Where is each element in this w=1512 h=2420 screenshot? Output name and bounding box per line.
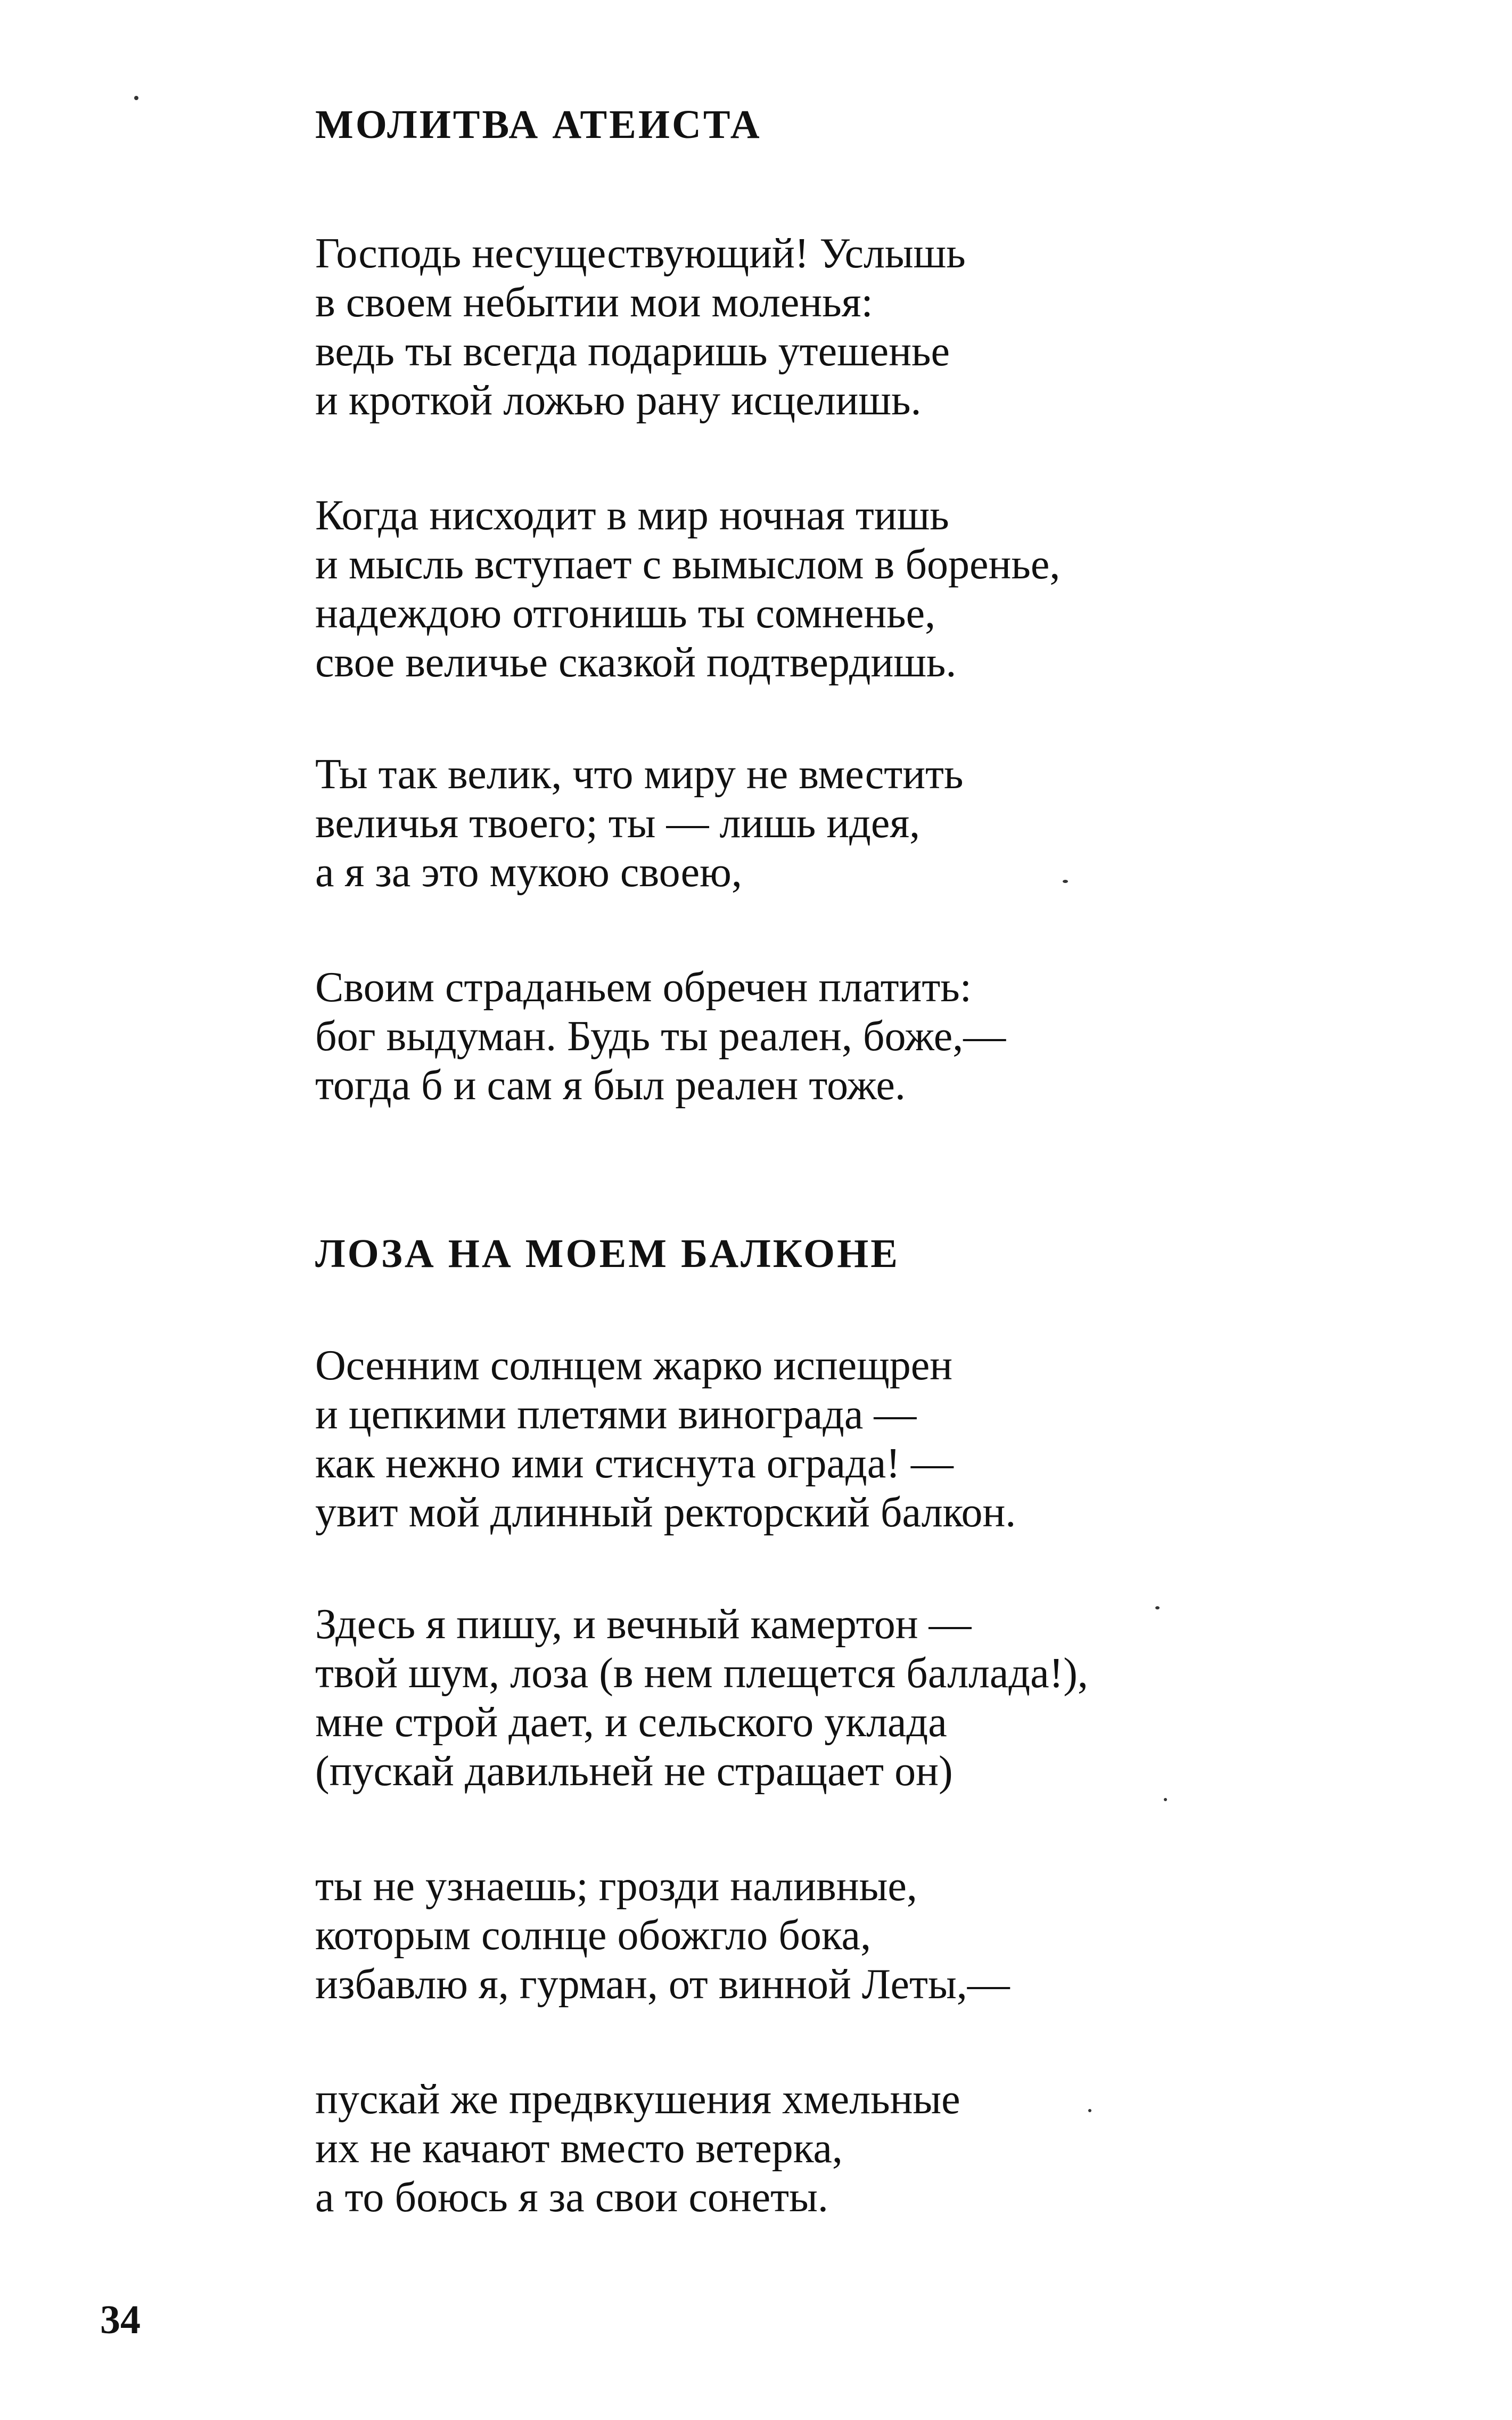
verse-line: бог выдуман. Будь ты реален, боже,— — [315, 1013, 1006, 1060]
verse-line: а то боюсь я за свои сонеты. — [315, 2174, 828, 2221]
scan-speck — [1164, 1798, 1167, 1801]
verse-line: как нежно ими стиснута ограда! — — [315, 1440, 954, 1487]
verse-line: и кроткой ложью рану исцелишь. — [315, 377, 922, 424]
verse-line: и мысль вступает с вымыслом в боренье, — [315, 541, 1061, 588]
verse-line: мне строй дает, и сельского уклада — [315, 1699, 947, 1746]
verse-line: Ты так велик, что миру не вместить — [315, 751, 964, 798]
verse-line: их не качают вместо ветерка, — [315, 2125, 843, 2172]
stanza — [315, 229, 966, 425]
verse-line: Когда нисходит в мир ночная тишь — [315, 492, 949, 539]
poem-title: ЛОЗА НА МОЕМ БАЛКОНЕ — [315, 1231, 900, 1276]
stanza — [315, 491, 1060, 687]
scan-speck — [1088, 2109, 1091, 2112]
verse-line: Осенним солнцем жарко испещрен — [315, 1342, 953, 1389]
verse-line: твой шум, лоза (в нем плещется баллада!), — [315, 1650, 1088, 1697]
verse-line: величья твоего; ты — лишь идея, — [315, 800, 921, 847]
verse-line: которым солнце обожгло бока, — [315, 1912, 872, 1959]
stanza — [315, 750, 963, 897]
stanza — [315, 1341, 1016, 1537]
stanza — [315, 1862, 1010, 2009]
verse-line: пускай же предвкушения хмельные — [315, 2076, 960, 2123]
stanza — [315, 963, 1006, 1110]
verse-line: тогда б и сам я был реален тоже. — [315, 1062, 906, 1109]
verse-line: надеждою отгонишь ты сомненье, — [315, 590, 936, 637]
page-number: 34 — [100, 2298, 141, 2342]
scan-speck — [1063, 880, 1068, 883]
verse-line: Здесь я пишу, и вечный камертон — — [315, 1601, 972, 1648]
verse-line: и цепкими плетями винограда — — [315, 1391, 917, 1438]
verse-line: ты не узнаешь; грозди наливные, — [315, 1863, 917, 1910]
verse-line: в своем небытии мои моленья: — [315, 279, 873, 326]
verse-line: а я за это мукою своею, — [315, 849, 742, 896]
verse-line: (пускай давильней не стращает он) — [315, 1748, 953, 1795]
verse-line: свое величье сказкой подтвердишь. — [315, 639, 957, 686]
verse-line: увит мой длинный ректорский балкон. — [315, 1489, 1016, 1536]
scan-speck — [134, 96, 138, 100]
stanza — [315, 2075, 960, 2222]
poem-title: МОЛИТВА АТЕИСТА — [315, 102, 762, 147]
verse-line: Своим страданьем обречен платить: — [315, 964, 972, 1011]
scan-speck — [1155, 1606, 1160, 1609]
verse-line: ведь ты всегда подаришь утешенье — [315, 328, 950, 375]
verse-line: избавлю я, гурман, от винной Леты,— — [315, 1961, 1010, 2008]
verse-line: Господь несуществующий! Услышь — [315, 230, 966, 277]
stanza — [315, 1600, 1088, 1796]
